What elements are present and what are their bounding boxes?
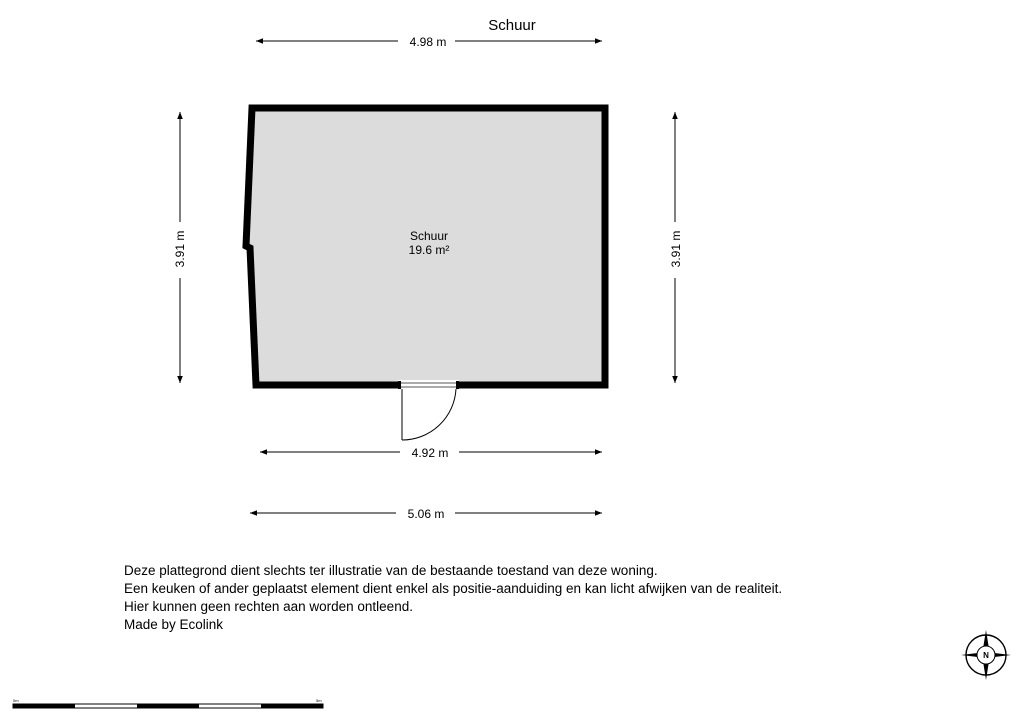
dimension-top (256, 35, 602, 49)
room-area: 19.6 m² (408, 243, 450, 257)
door-swing (402, 389, 456, 440)
door-opening (398, 380, 459, 390)
dimension-left-label: 3.91 m (173, 230, 187, 268)
room-schuur (246, 108, 605, 440)
scale-bar (13, 698, 323, 708)
dimension-top-label: 4.98 m (409, 35, 447, 49)
disclaimer-line: Een keuken of ander geplaatst element dient enkel als positie-aanduiding en kan licht afwijken van de realiteit. (124, 581, 783, 596)
dimension-bottom-outer-label: 5.06 m (407, 507, 445, 521)
dimension-left (173, 112, 187, 383)
scale-bar-start-label: 0m (13, 698, 19, 703)
dimension-bottom-inner (260, 446, 602, 460)
compass-icon (961, 630, 1011, 680)
plan-title: Schuur (488, 17, 536, 34)
dimension-right-label: 3.91 m (669, 230, 683, 268)
dimension-right (669, 112, 683, 383)
disclaimer-line: Deze plattegrond dient slechts ter illustratie van de bestaande toestand van deze woning. (124, 563, 658, 578)
dimension-bottom-outer (250, 507, 602, 521)
disclaimer-line: Hier kunnen geen rechten aan worden ontleend. (124, 599, 413, 614)
disclaimer (124, 562, 964, 634)
dimension-bottom-inner-label: 4.92 m (411, 446, 449, 460)
scale-bar-end-label: 5m (316, 698, 322, 703)
compass-label: N (983, 651, 989, 660)
disclaimer-credit: Made by Ecolink (124, 617, 224, 632)
room-name: Schuur (409, 229, 449, 243)
